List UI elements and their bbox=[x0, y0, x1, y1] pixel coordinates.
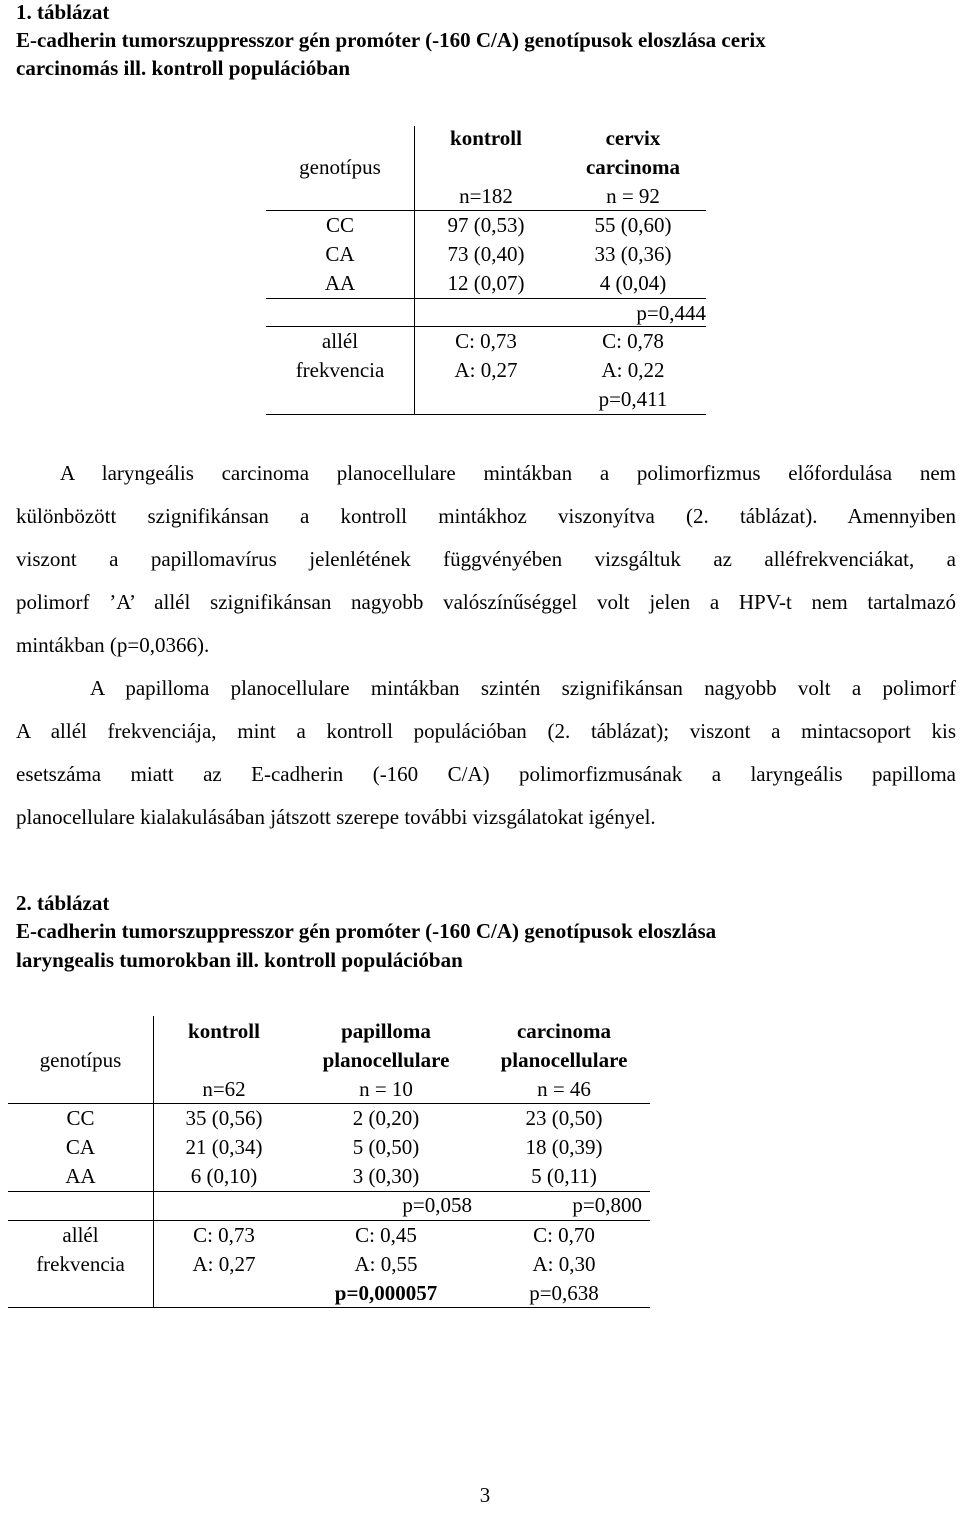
table1-row-genotype: AA bbox=[324, 271, 356, 295]
table2-number: 2. táblázat bbox=[16, 891, 110, 915]
table2-col-carcinoma: carcinoma bbox=[516, 1019, 612, 1043]
table1-bottom-rule bbox=[266, 414, 706, 415]
table1-caption-cont: carcinomás ill. kontroll populációban bbox=[16, 56, 351, 80]
table2-row-genotype: CC bbox=[66, 1106, 95, 1130]
paragraph-line: A laryngeális carcinoma planocellulare mintákban a polimorfizmus előfordulása nem bbox=[60, 461, 956, 485]
table2-col-papilloma: papilloma bbox=[341, 1019, 431, 1043]
paragraph-line: A allél frekvenciája, mint a kontroll populációban (2. táblázat); viszont a mintacsoport kis bbox=[16, 719, 956, 743]
table1-allele-label: allél bbox=[321, 329, 359, 353]
table2-n-carcinoma: n = 46 bbox=[537, 1077, 591, 1101]
paragraph-line: A papilloma planocellulare mintákban szintén szignifikánsan nagyobb volt a polimorf bbox=[90, 676, 956, 700]
table2-col-genotype: genotípus bbox=[39, 1048, 122, 1072]
table2-row-papilloma: 3 (0,30) bbox=[352, 1164, 420, 1188]
table2-row-carcinoma: 23 (0,50) bbox=[525, 1106, 603, 1130]
table2-row-control: 6 (0,10) bbox=[190, 1164, 258, 1188]
page-number: 3 bbox=[479, 1483, 491, 1507]
table2-p-genotype-papilloma: p=0,058 bbox=[402, 1193, 472, 1217]
table2-allele-carcinoma-c: C: 0,70 bbox=[533, 1223, 595, 1247]
table2-caption-cont: laryngealis tumorokban ill. kontroll populációban bbox=[16, 948, 463, 972]
table1-row-control: 73 (0,40) bbox=[447, 242, 525, 266]
table1-allele-cervix-c: C: 0,78 bbox=[602, 329, 664, 353]
table2-n-control: n=62 bbox=[202, 1077, 246, 1101]
paragraph-line: polimorf ’A’ allél szignifikánsan nagyobb valószínűséggel volt jelen a HPV-t nem tartalmazó bbox=[16, 590, 956, 614]
table1-row-cervix: 55 (0,60) bbox=[594, 213, 672, 237]
table2-row-genotype: CA bbox=[65, 1135, 96, 1159]
table2-row-papilloma: 5 (0,50) bbox=[352, 1135, 420, 1159]
table1-p-allele: p=0,411 bbox=[598, 387, 668, 411]
table2-col-control: kontroll bbox=[188, 1019, 260, 1043]
table1-row-genotype: CA bbox=[325, 242, 355, 266]
table1-row-genotype: CC bbox=[325, 213, 354, 237]
table1-vertical-rule bbox=[414, 126, 415, 414]
table1-allele-control-a: A: 0,27 bbox=[454, 358, 518, 382]
paragraph-line: mintákban (p=0,0366). bbox=[16, 633, 210, 657]
paragraph-line: viszont a papillomavírus jelenlétének függvényében vizsgáltuk az alléfrekvenciákat, a bbox=[16, 547, 956, 571]
table1-allele-label-cont: frekvencia bbox=[295, 358, 385, 382]
table2-row-control: 21 (0,34) bbox=[185, 1135, 263, 1159]
table2-allele-papilloma-c: C: 0,45 bbox=[355, 1223, 417, 1247]
table1-col-control: kontroll bbox=[450, 126, 522, 150]
table2-allele-label: allél bbox=[62, 1223, 99, 1247]
paragraph-line: különbözött szignifikánsan a kontroll mintákhoz viszonyítva (2. táblázat). Amennyiben bbox=[16, 504, 956, 528]
table1-row-control: 97 (0,53) bbox=[447, 213, 525, 237]
table1-number: 1. táblázat bbox=[16, 0, 110, 24]
table2-row-genotype: AA bbox=[65, 1164, 96, 1188]
table2-row-carcinoma: 18 (0,39) bbox=[525, 1135, 603, 1159]
table2-p-genotype-carcinoma: p=0,800 bbox=[572, 1193, 642, 1217]
table2-row-carcinoma: 5 (0,11) bbox=[531, 1164, 597, 1188]
table2-n-papilloma: n = 10 bbox=[359, 1077, 413, 1101]
paragraph-line: planocellulare kialakulásában játszott szerepe további vizsgálatokat igényel. bbox=[16, 805, 656, 829]
table2-col-papilloma-cont: planocellulare bbox=[322, 1048, 450, 1072]
table1-row-control: 12 (0,07) bbox=[447, 271, 525, 295]
table1-allele-cervix-a: A: 0,22 bbox=[601, 358, 665, 382]
table2-vertical-rule bbox=[153, 1016, 154, 1307]
table1-caption: E-cadherin tumorszuppresszor gén promóter (-160 C/A) genotípusok eloszlása cerix bbox=[16, 28, 766, 52]
table2-p-allele-carcinoma: p=0,638 bbox=[529, 1281, 599, 1305]
table1-row-cervix: 4 (0,04) bbox=[599, 271, 667, 295]
table2-allele-papilloma-a: A: 0,55 bbox=[354, 1252, 418, 1276]
table2-allele-control-c: C: 0,73 bbox=[193, 1223, 255, 1247]
table1-allele-control-c: C: 0,73 bbox=[455, 329, 517, 353]
table1-col-cervix-cont: carcinoma bbox=[585, 155, 681, 179]
table2-caption: E-cadherin tumorszuppresszor gén promóter (-160 C/A) genotípusok eloszlása bbox=[16, 919, 717, 943]
paragraph-line: esetszáma miatt az E-cadherin (-160 C/A) polimorfizmusának a laryngeális papilloma bbox=[16, 762, 956, 786]
table1-col-genotype: genotípus bbox=[299, 155, 381, 179]
table2-allele-control-a: A: 0,27 bbox=[192, 1252, 256, 1276]
table2-allele-label-cont: frekvencia bbox=[36, 1252, 125, 1276]
table1-col-cervix: cervix bbox=[605, 126, 661, 150]
table2-p-allele-papilloma: p=0,000057 bbox=[334, 1281, 438, 1305]
table2-allele-carcinoma-a: A: 0,30 bbox=[532, 1252, 596, 1276]
table2-row-papilloma: 2 (0,20) bbox=[352, 1106, 420, 1130]
table1-n-cervix: n = 92 bbox=[606, 184, 660, 208]
table1-p-genotype: p=0,444 bbox=[636, 301, 706, 325]
table1-n-control: n=182 bbox=[459, 184, 513, 208]
table1-row-cervix: 33 (0,36) bbox=[594, 242, 672, 266]
table2-col-carcinoma-cont: planocellulare bbox=[500, 1048, 628, 1072]
table2-row-control: 35 (0,56) bbox=[185, 1106, 263, 1130]
